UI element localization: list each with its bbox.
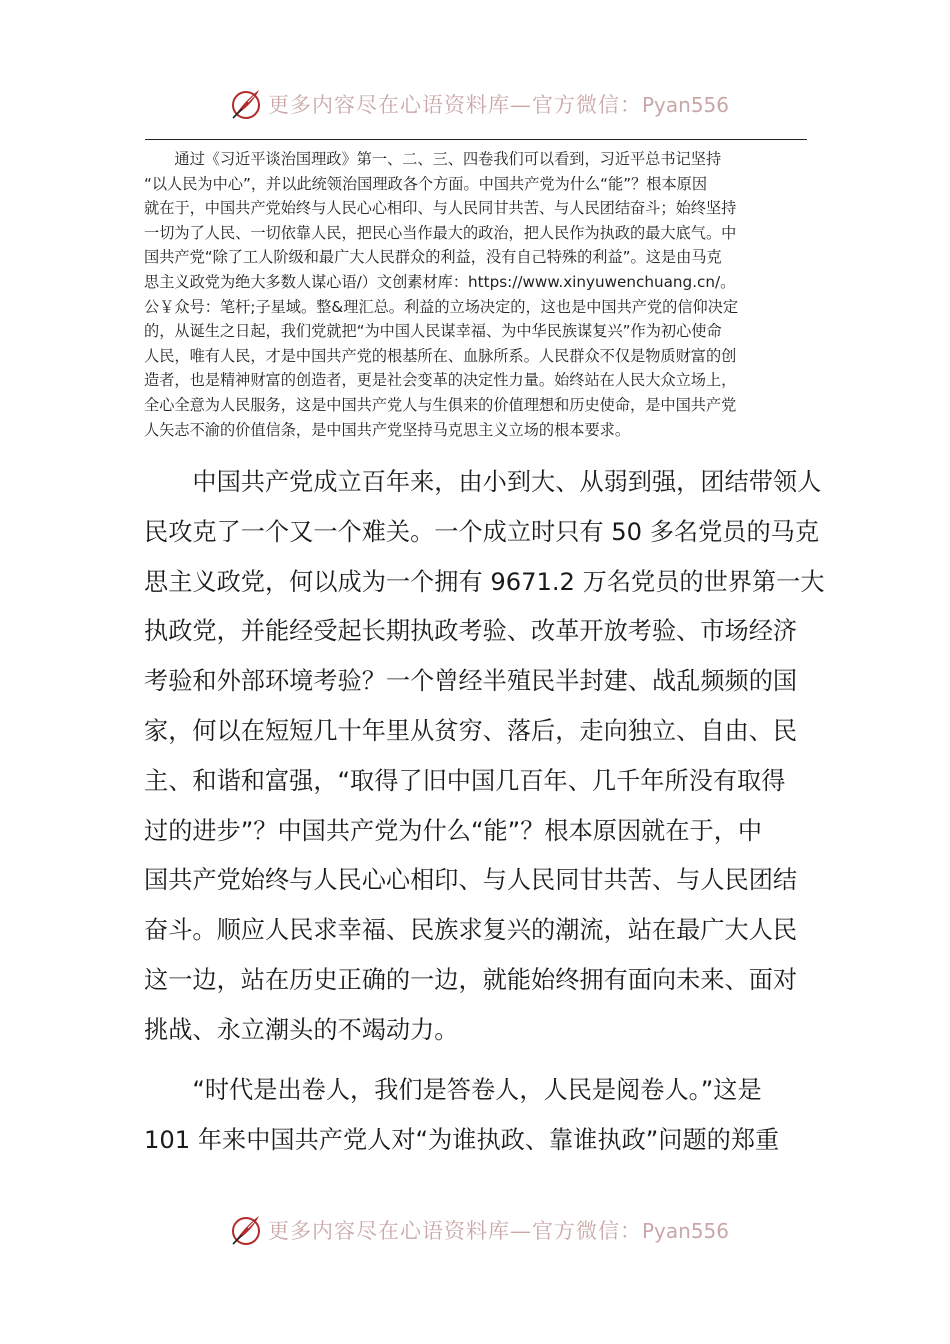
banner-text: 更多内容尽在心语资料库—官方微信：Pyan556 (268, 93, 730, 117)
text-line: 公￥众号：笔杆;子星域。整&理汇总。利益的立场决定的，这也是中国共产党的信仰决定 (144, 297, 739, 316)
header-rule (145, 139, 807, 140)
text-line: 奋斗。顺应人民求幸福、民族求复兴的潮流，站在最广大人民 (144, 916, 798, 945)
quill-logo-icon (228, 1212, 264, 1248)
text-line: 通过《习近平谈治国理政》第一、二、三、四卷我们可以看到，习近平总书记坚持 (144, 150, 722, 168)
text-line: 主、和谐和富强，“取得了旧中国几百年、几千年所没有取得 (144, 766, 786, 795)
text-line: 101 年来中国共产党人对“为谁执政、靠谁执政”问题的郑重 (144, 1125, 780, 1154)
text-line: 挑战、永立潮头的不竭动力。 (144, 1015, 459, 1044)
text-line: 思主义政党，何以成为一个拥有 9671.2 万名党员的世界第一大 (144, 567, 825, 596)
wechat-id: Pyan556 (642, 1219, 730, 1243)
body-paragraph-1 (144, 458, 825, 1056)
header-banner (228, 84, 748, 124)
text-line: 一切为了人民、一切依靠人民，把民心当作最大的政治，把人民作为执政的最大底气。中 (144, 223, 737, 242)
intro-paragraph (144, 147, 808, 442)
text-line: 执政党，并能经受起长期执政考验、改革开放考验、市场经济 (144, 617, 798, 646)
text-line: 中国共产党成立百年来，由小到大、从弱到强，团结带领人 (144, 468, 822, 496)
text-line: 过的进步”？中国共产党为什么“能”？根本原因就在于，中 (144, 816, 763, 845)
text-line: 全心全意为人民服务，这是中国共产党人与生俱来的价值理想和历史使命，是中国共产党 (144, 395, 737, 414)
text-line: 造者，也是精神财富的创造者，更是社会变革的决定性力量。始终站在人民大众立场上， (144, 371, 737, 390)
text-line: “时代是出卷人，我们是答卷人，人民是阅卷人。”这是 (144, 1076, 762, 1104)
quill-logo-icon (228, 86, 264, 122)
text-line: 这一边，站在历史正确的一边，就能始终拥有面向未来、面对 (144, 965, 798, 994)
text-line: 人矢志不渝的价值信条，是中国共产党坚持马克思主义立场的根本要求。 (144, 420, 630, 439)
text-line: 考验和外部环境考验？一个曾经半殖民半封建、战乱频频的国 (144, 667, 798, 696)
text-line: 国共产党始终与人民心心相印、与人民同甘共苦、与人民团结 (144, 866, 798, 895)
text-line: 民攻克了一个又一个难关。一个成立时只有 50 多名党员的马克 (144, 517, 820, 546)
text-line: 的，从诞生之日起，我们党就把“为中国人民谋幸福、为中华民族谋复兴”作为初心使命 (144, 322, 722, 341)
body-paragraph-2 (144, 1066, 808, 1166)
text-line: “以人民为中心”，并以此统领治国理政各个方面。中国共产党为什么“能”？根本原因 (144, 174, 708, 193)
text-line: 人民，唯有人民，才是中国共产党的根基所在、血脉所系。人民群众不仅是物质财富的创 (144, 346, 737, 365)
text-line: 国共产党“除了工人阶级和最广大人民群众的利益，没有自己特殊的利益”。这是由马克 (144, 248, 722, 267)
text-line: 家，何以在短短几十年里从贫穷、落后，走向独立、自由、民 (144, 716, 798, 745)
text-line: 就在于，中国共产党始终与人民心心相印、与人民同甘共苦、与人民团结奋斗；始终坚持 (144, 199, 737, 218)
wechat-id: Pyan556 (642, 93, 730, 117)
banner-text: 更多内容尽在心语资料库—官方微信：Pyan556 (268, 1219, 730, 1243)
text-line: 思主义政党为绝大多数人谋心语/）文创素材库：https://www.xinyuwenchuang.cn/。 (144, 272, 736, 291)
footer-banner (228, 1210, 748, 1250)
